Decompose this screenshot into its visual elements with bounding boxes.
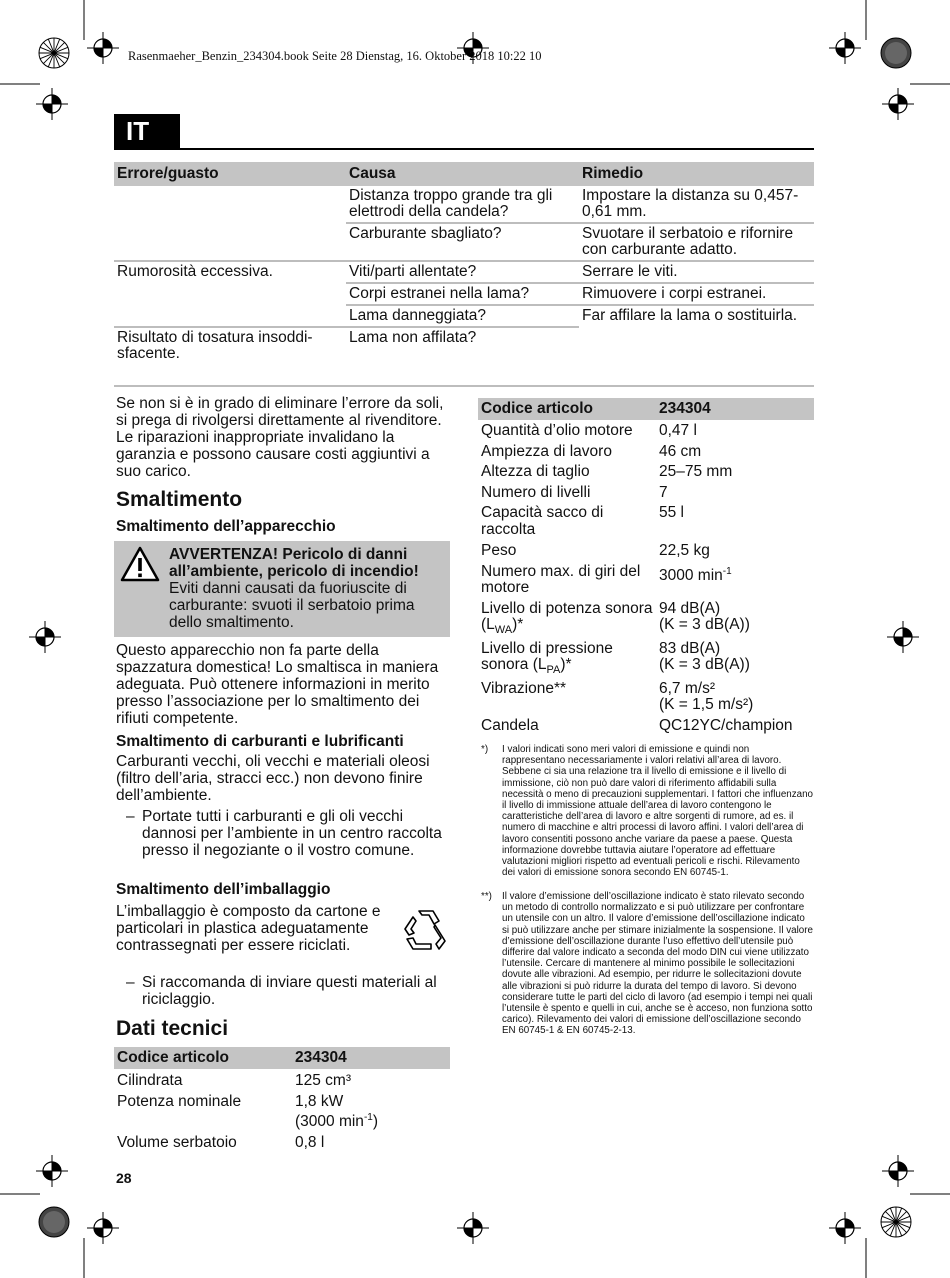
remedy-cell: Serrare le viti. <box>579 261 814 283</box>
spec-label: Numero di livelli <box>481 483 591 501</box>
fault-cell <box>114 223 346 261</box>
recycling-icon <box>401 905 451 953</box>
table-row <box>114 223 814 261</box>
cause-cell: Carburante sbagliato? <box>346 223 579 261</box>
footnote-mark: **) <box>481 891 492 902</box>
section-title: Smaltimento <box>116 488 243 511</box>
packaging-bullet: Si raccomanda di inviare questi materiali al riciclaggio. <box>142 974 437 1008</box>
spec-value <box>656 639 814 679</box>
tech-table-right <box>478 398 814 734</box>
packaging-paragraph: L’imballaggio è composto da cartone e particolari in plastica adeguatamente contrassegnati per essere riciclati. <box>116 903 381 954</box>
spec-value-main: 6,7 m/s² <box>659 679 715 697</box>
label-text: Livello di pressione sonora (L <box>481 639 613 674</box>
cause-cell: Lama non affilata? <box>346 327 579 364</box>
table-row <box>478 501 814 538</box>
table-row <box>478 560 814 597</box>
device-paragraph: Questo apparecchio non fa parte della spazzatura domestica! Lo smaltisca in maniera adeguata. Può ottenere informazioni in merito presso l’associazione per lo smaltimento dei rifiuti competente. <box>116 642 439 727</box>
spec-label <box>478 639 656 679</box>
spec-value <box>292 1090 450 1131</box>
subsection-title: Smaltimento dell’imballaggio <box>116 881 331 898</box>
spec-label: Volume serbatoio <box>117 1133 237 1151</box>
spec-value: 0,47 l <box>659 422 697 439</box>
table-row <box>114 186 814 223</box>
spec-value-extra: (K = 3 dB(A)) <box>659 616 750 633</box>
spec-value-extra: (K = 1,5 m/s²) <box>659 696 754 714</box>
remedy-cell <box>579 327 814 364</box>
spec-label: Potenza nominale <box>117 1092 242 1110</box>
spec-value: 125 cm³ <box>295 1072 351 1089</box>
spec-value: 55 l <box>659 504 684 521</box>
warning-title: AVVERTENZA! Pericolo di danni all’ambiente, pericolo di incendio! <box>169 546 419 580</box>
fuel-paragraph: Carburanti vecchi, oli vecchi e materiali oleosi (filtro dell’aria, stracci ecc.) non devono finire dell’ambiente. <box>116 753 430 804</box>
remedy-cell: Rimuovere i corpi estranei. <box>579 283 814 305</box>
section-title: Dati tecnici <box>116 1017 229 1040</box>
subsection-title: Smaltimento di carburanti e lubrificanti <box>116 733 404 750</box>
spec-value-main: 94 dB(A) <box>659 599 721 617</box>
spec-value <box>656 560 814 597</box>
table-row <box>478 639 814 679</box>
table-row <box>114 327 814 364</box>
footnote-text: Il valore d’emissione dell’oscillazione indicato è stato rilevato secondo un metodo di controllo normalizzato e si può utilizzare per confrontare un utensile con un altro. Il valore d’emissione dell’oscillazione indicato si può utilizzare anche per stimare inizialmente la sospensione. Il valore d’emissione dell’oscillazione durante l’uso effettivo dell’utensile può differire dal valore indicato a seconda del modo DIN cui viene utilizzato l’utensile. Cercare di mantenere al minimo possibile le sollecitazioni dovute alle vibrazioni. Ad esempio, per ridurre le sollecitazioni dovute alle vibrazioni si può ridurre la durata del tempo di lavoro. Si devono considerare tutte le parti del ciclo di lavoro (ad esempio i tempi nei quali l’utensile è spento e quelli in cui, anche se è acceso, non funziona sotto carico). Rilevamento dei valori di emissione dell’oscillazione secondo EN 60745-1 & EN 60745-2-13. <box>502 891 813 1037</box>
table-row <box>114 261 814 283</box>
spec-label: Quantità d’olio motore <box>481 422 633 439</box>
table-row <box>478 440 814 461</box>
bullet-dash: – <box>126 808 135 825</box>
spec-value-extra: (K = 3 dB(A)) <box>659 656 750 674</box>
remedy-cell: Svuotare il serbatoio e rifornire con carburante adatto. <box>579 223 814 261</box>
spec-label: Candela <box>481 716 539 734</box>
column-header: Codice articolo <box>114 1047 292 1069</box>
file-header: Rasenmaeher_Benzin_234304.book Seite 28 Dienstag, 16. Oktober 2018 10:22 10 <box>128 49 542 63</box>
spec-value-extra: ) <box>372 1113 379 1131</box>
footnote-mark: *) <box>481 744 489 755</box>
table-row <box>114 1131 450 1152</box>
spec-value-main: 3000 min <box>659 566 723 584</box>
fault-cell <box>114 283 346 305</box>
remedy-cell: Impostare la distanza su 0,457-0,61 mm. <box>582 187 799 220</box>
spec-label: Capacità sacco di raccolta <box>481 504 604 538</box>
table-row <box>478 538 814 560</box>
table-row <box>478 597 814 639</box>
spec-value <box>656 679 814 714</box>
column-header: 234304 <box>292 1047 450 1069</box>
spec-value: 46 cm <box>659 442 702 460</box>
column-header: 234304 <box>656 398 814 420</box>
spec-value: 0,8 l <box>295 1133 325 1151</box>
table-row <box>478 420 814 440</box>
subscript: WA <box>494 624 513 637</box>
fuel-bullet: Portate tutti i carburanti e gli oli vecchi dannosi per l’ambiente in un centro raccolta presso il negoziante o il vostro comune. <box>142 808 442 859</box>
table-row <box>114 1090 450 1131</box>
warning-text <box>169 546 445 631</box>
spec-value: 7 <box>659 483 668 501</box>
table-row <box>478 481 814 502</box>
spec-label <box>478 597 656 639</box>
column-header: Causa <box>346 162 579 186</box>
spec-value: 22,5 kg <box>659 542 710 559</box>
cause-cell: Viti/parti allentate? <box>346 261 579 283</box>
label-text: )* <box>512 616 524 633</box>
cause-cell: Lama danneggiata? <box>346 305 579 327</box>
fault-cell: Rumorosità eccessiva. <box>114 261 346 283</box>
spec-value-main: 83 dB(A) <box>659 639 721 657</box>
column-header: Codice articolo <box>478 398 656 420</box>
spec-label: Altezza di taglio <box>481 463 590 480</box>
table-row <box>114 283 814 305</box>
troubleshooting-table <box>114 162 814 364</box>
spec-label: Peso <box>481 542 517 559</box>
warning-triangle-icon <box>120 546 160 582</box>
spec-value-extra: (3000 min <box>295 1113 364 1131</box>
subscript: PA <box>546 664 561 677</box>
spec-value <box>656 597 814 639</box>
table-row <box>478 714 814 735</box>
column-header: Rimedio <box>579 162 814 186</box>
superscript: -1 <box>722 565 732 577</box>
superscript: -1 <box>363 1112 373 1123</box>
label-text: Livello di potenza sonora (L <box>481 599 653 633</box>
fault-cell <box>114 305 346 327</box>
spec-label: Cilindrata <box>117 1072 183 1089</box>
label-text: )* <box>560 656 572 674</box>
spec-value: 25–75 mm <box>659 463 733 480</box>
subsection-title: Smaltimento dell’apparecchio <box>116 518 336 535</box>
column-header: Errore/guasto <box>114 162 346 186</box>
table-row <box>114 1069 450 1090</box>
bullet-dash: – <box>126 974 135 991</box>
fault-cell: Risultato di tosatura insoddi-sfacente. <box>114 327 346 364</box>
table-row <box>478 679 814 714</box>
spec-label: Vibrazione** <box>481 679 567 697</box>
table-row <box>478 460 814 481</box>
tech-table-left <box>114 1047 450 1151</box>
spec-value-main: 1,8 kW <box>295 1092 344 1110</box>
cause-cell: Corpi estranei nella lama? <box>346 283 579 305</box>
table-bottom-rule <box>114 385 814 387</box>
footnote-text: I valori indicati sono meri valori di emissione e quindi non rappresentano necessariamente i valori relativi all’area di lavoro. Sebbene ci sia una relazione tra il livello di emissione e il livello di immissione, ciò non può dare valori di riferimento affidabili sulla necessità o meno di precauzioni supplementari. I fattori che influenzano il livello di immissione attuale dell’area di lavoro contengono le caratteristiche dell’area di lavoro e altre sorgenti di rumore, ad es. il numero di macchine e altri processi di lavoro affini. I valori dell’area di lavoro consentiti possono anche variare da paese a paese. Questa informazione dovrebbe tuttavia aiutare l’operatore ad effettuare valutazioni migliori rispetto ad eventuali pericoli e rischi. Rilevamento dei valori di emissione sonora secondo EN 60745-1. <box>502 744 813 879</box>
page-number: 28 <box>116 1170 132 1186</box>
language-tab: IT <box>114 114 180 149</box>
header-rule <box>114 148 814 150</box>
spec-label: Ampiezza di lavoro <box>481 442 612 460</box>
intro-paragraph: Se non si è in grado di eliminare l’errore da soli, si prega di rivolgersi direttamente al rivenditore. Le riparazioni inappropriate invalidano la garanzia e possono causare costi aggiuntivi a suo carico. <box>116 395 444 480</box>
fault-cell <box>114 186 346 223</box>
remedy-cell: Far affilare la lama o sostituirla. <box>579 305 814 327</box>
warning-body: Eviti danni causati da fuoriuscite di carburante: svuoti il serbatoio prima dello smaltimento. <box>169 580 415 631</box>
cause-cell: Distanza troppo grande tra gli elettrodi della candela? <box>349 187 553 220</box>
spec-label: Numero max. di giri del motore <box>481 562 641 596</box>
spec-value: QC12YC/champion <box>659 716 793 734</box>
table-row <box>114 305 814 327</box>
